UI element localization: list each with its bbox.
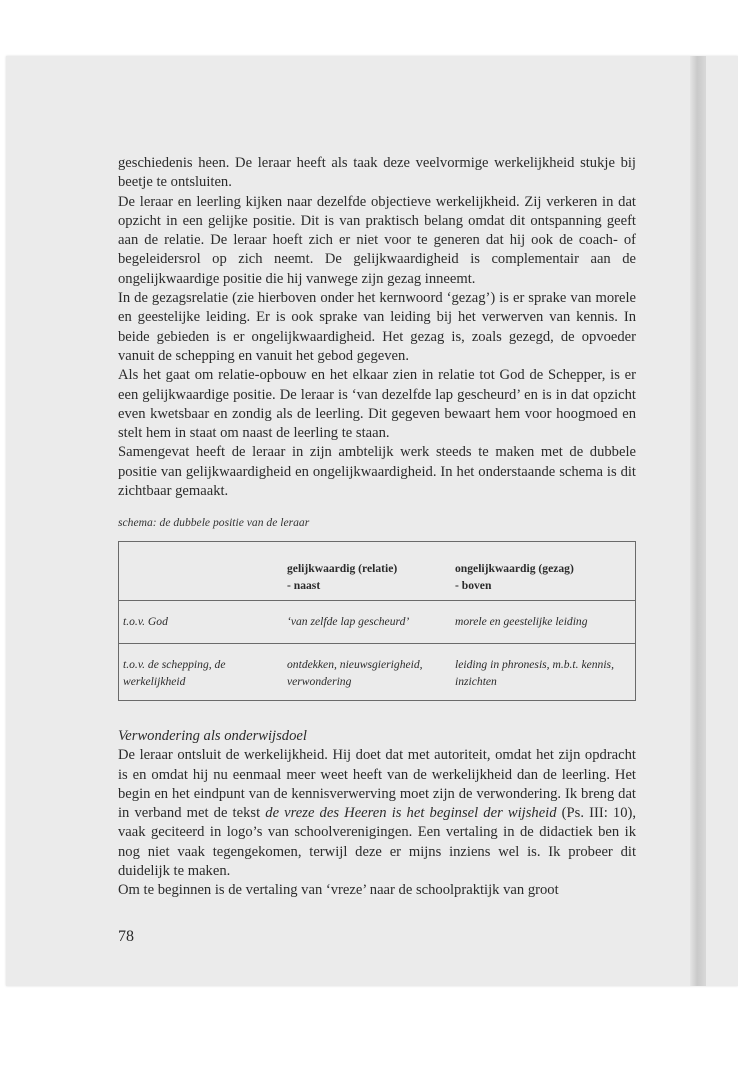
- paragraph: Om te beginnen is de vertaling van ‘vreze’ naar de schoolpraktijk van groot: [118, 882, 559, 899]
- header-cell: [455, 560, 635, 594]
- table-header-row: [119, 542, 635, 601]
- row-cell: ontdekken, nieuwsgierigheid, verwondering: [287, 658, 423, 688]
- col2-subtitle: - naast: [287, 579, 321, 592]
- row-label: t.o.v. de schepping, de werkelijkheid: [123, 658, 226, 688]
- col3-title: ongelijkwaardig (gezag): [455, 562, 574, 575]
- quote-span: de vreze des Heeren is het beginsel der wijsheid: [265, 805, 557, 822]
- paragraph: geschiedenis heen. De leraar heeft als taak deze veelvormige werkelijkheid stukje bij beetje te ontsluiten.: [118, 155, 636, 191]
- page-edge-shadow: [690, 56, 706, 986]
- row-cell: morele en geestelijke leiding: [455, 615, 588, 628]
- paragraph: Samengevat heeft de leraar in zijn ambtelijk werk steeds te maken met de dubbele positie van gelijkwaardigheid en ongelijkwaardigheid. In het onderstaande schema is dit zichtbaar gemaakt.: [118, 444, 636, 500]
- row-label: t.o.v. God: [123, 615, 168, 628]
- table-row: [119, 600, 635, 644]
- body-text-top: [118, 154, 636, 501]
- schema-table: [118, 541, 636, 701]
- paragraph: [118, 746, 636, 881]
- body-text-section: [118, 727, 636, 901]
- header-cell: [287, 560, 447, 594]
- paragraph: De leraar en leerling kijken naar dezelfde objectieve werkelijkheid. Zij verkeren in dat opzicht in een gelijke positie. Dit is van praktisch belang omdat dit ontspanning geeft aan de relatie. De leraar hoeft zich er niet voor te generen dat hij ook de coach- of begeleidersrol op zich neemt. De gelijkwaardigheid is complementair aan de ongelijkwaardige positie die hij vanwege zijn gezag inneemt.: [118, 193, 636, 287]
- page-number: 78: [118, 928, 134, 945]
- table-row: [119, 643, 635, 700]
- paragraph: In de gezagsrelatie (zie hierboven onder het kernwoord ‘gezag’) is er sprake van morele en geestelijke leiding. Er is ook sprake van leiding bij het verwerven van kennis. In beide gebieden is er ongelijkwaardigheid. Het gezag is, zoals gezegd, de opvoeder vanuit de schepping en vanuit het gebod gegeven.: [118, 290, 636, 364]
- row-cell: ‘van zelfde lap gescheurd’: [287, 615, 410, 628]
- paragraph: Als het gaat om relatie-opbouw en het elkaar zien in relatie tot God de Schepper, is er een gelijkwaardige positie. De leraar is ‘van dezelfde lap gescheurd’ en is in dat opzicht even kwetsbaar en zondig als de leerling. Dit gegeven bewaart hem voor hoogmoed en stelt hem in staat om naast de leerling te staan.: [118, 367, 636, 442]
- text-span: De leraar ontsluit de werkelijkheid. Hij doet dat met autoriteit, omdat het zijn opdracht is en omdat hij nu eenmaal meer weet heeft van de werkelijkheid dan de leerling. Het begin en het eindpunt van de kennisverwerving moet zijn de verwondering. Ik breng dat in verband met de tekst: [118, 747, 636, 822]
- col2-title: gelijkwaardig (relatie): [287, 562, 398, 575]
- row-cell: leiding in phronesis, m.b.t. kennis, inzichten: [455, 658, 614, 688]
- col3-subtitle: - boven: [455, 579, 492, 592]
- schema-caption: schema: de dubbele positie van de leraar: [118, 516, 310, 529]
- section-heading: Verwondering als onderwijsdoel: [118, 728, 307, 744]
- text-span: (Ps. III: 10), vaak geciteerd in logo’s van schoolverenigingen. Een vertaling in de didactiek ben ik nog niet vaak tegengekomen, terwijl deze er mijns inziens wel is. Ik probeer dit duidelijk te maken.: [118, 805, 636, 880]
